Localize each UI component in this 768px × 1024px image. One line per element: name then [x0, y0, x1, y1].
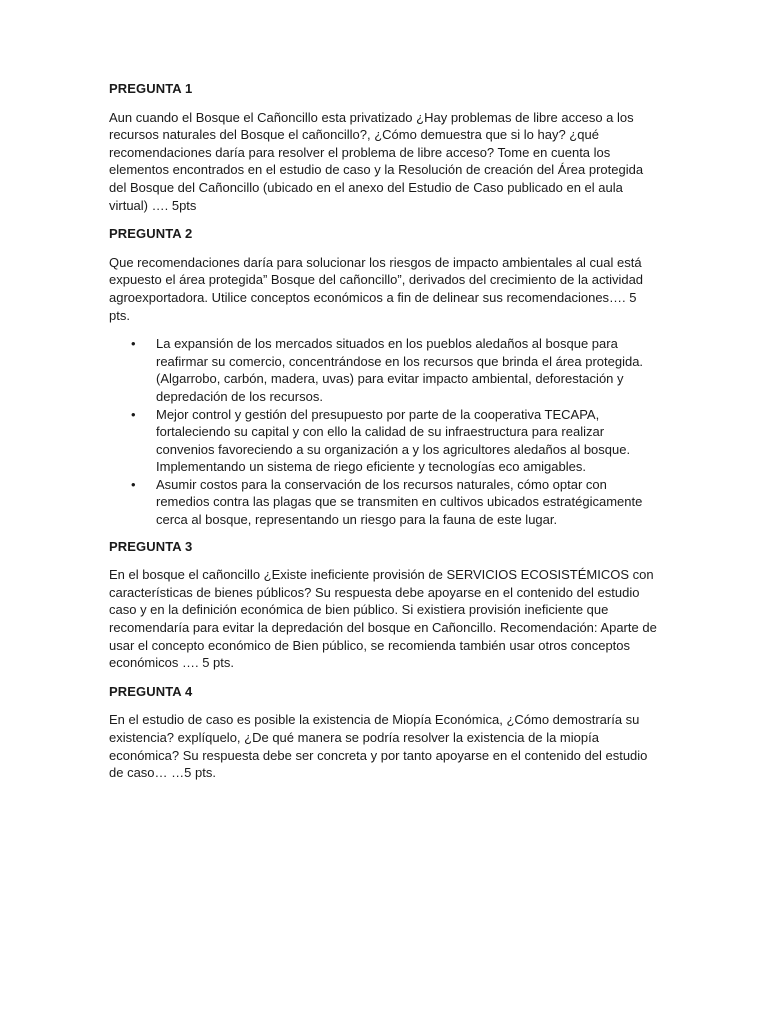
question-2-text: Que recomendaciones daría para solucionar los riesgos de impacto ambientales al cual está expuesto el área protegida” Bosque del cañoncillo”, derivados del crecimiento de la actividad agroexportadora. Utilice conceptos económicos a fin de delinear sus recomendaciones…. 5 pts. [109, 254, 644, 323]
list-item [109, 335, 661, 405]
bullet-icon: • [131, 476, 136, 492]
question-1 [109, 80, 661, 214]
list-item-text: Asumir costos para la conservación de los recursos naturales, cómo optar con remedios contra las plagas que se transmiten en cultivos ubicados estratégicamente cerca al bosque, representando un riesgo para la fauna de este lugar. [156, 476, 643, 528]
question-4-text: En el estudio de caso es posible la existencia de Miopía Económica, ¿Cómo demostraría su existencia? explíquelo, ¿De qué manera se podría resolver la existencia de la miopía económica? Su respuesta debe ser concreta y por tanto apoyarse en el contenido del estudio de caso… …5 pts. [109, 712, 648, 781]
question-3 [109, 538, 661, 672]
list-item [109, 406, 661, 476]
question-4-heading: PREGUNTA 4 [109, 683, 193, 699]
question-4 [109, 683, 661, 782]
document-page [109, 80, 661, 793]
bullet-icon: • [131, 336, 136, 352]
list-item-text: Mejor control y gestión del presupuesto por parte de la cooperativa TECAPA, fortaleciendo su capital y con ello la calidad de su infraestructura para realizar convenios favoreciendo a su organización a y los agricultores aledaños al bosque. Implementando un sistema de riego eficiente y tecnologías eco amigables. [156, 406, 631, 475]
bullet-icon: • [131, 406, 136, 422]
question-2-heading: PREGUNTA 2 [109, 226, 193, 242]
list-item [109, 476, 661, 529]
question-1-heading: PREGUNTA 1 [109, 81, 193, 96]
question-1-text: Aun cuando el Bosque el Cañoncillo esta privatizado ¿Hay problemas de libre acceso a los recursos naturales del Bosque el cañoncillo?, ¿Cómo demuestra que si lo hay? ¿qué recomendaciones daría para resolver el problema de libre acceso? Tome en cuenta los elementos encontrados en el estudio de caso y la Resolución de creación del Área protegida del Bosque del Cañoncillo (ubicado en el anexo del Estudio de Caso publicado en el aula virtual) …. 5pts [109, 109, 644, 213]
question-2-answer-list [109, 335, 661, 529]
question-3-text: En el bosque el cañoncillo ¿Existe ineficiente provisión de SERVICIOS ECOSISTÉMICOS con características de bienes públicos? Su respuesta debe apoyarse en el contenido del estudio caso y en la definición económica de bien público. Si existiera provisión ineficiente que recomendaría para evitar la depredación del bosque en Cañoncillo. Recomendación: Aparte de usar el concepto económico de Bien público, se recomienda también usar otros conceptos económicos …. 5 pts. [109, 567, 657, 671]
question-3-heading: PREGUNTA 3 [109, 538, 193, 554]
list-item-text: La expansión de los mercados situados en los pueblos aledaños al bosque para reafirmar su comercio, concentrándose en los recursos que brinda el área protegida. (Algarrobo, carbón, madera, uvas) para evitar impacto ambiental, deforestación y depredación de los recursos. [156, 336, 644, 404]
question-2 [109, 225, 661, 529]
